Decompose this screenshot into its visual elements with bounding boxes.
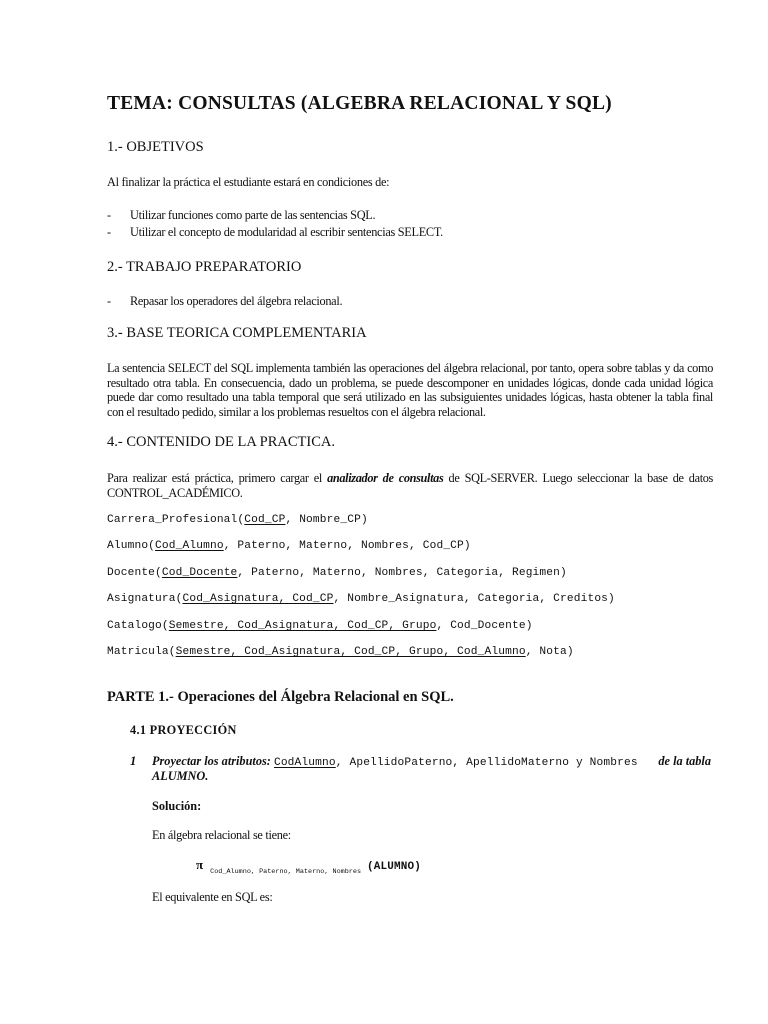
algebra-intro: En álgebra relacional se tiene: [152, 828, 291, 842]
schema-line: Matricula(Semestre, Cod_Asignatura, Cod_CP, Grupo, Cod_Alumno, Nota) [107, 646, 574, 658]
schema-line: Alumno(Cod_Alumno, Paterno, Materno, Nombres, Cod_CP) [107, 540, 471, 552]
solucion-label: Solución: [152, 799, 202, 813]
section-heading-base-teorica: 3.- BASE TEORICA COMPLEMENTARIA [107, 325, 367, 341]
section-heading-trabajo: 2.- TRABAJO PREPARATORIO [107, 259, 302, 275]
list-item: Utilizar el concepto de modularidad al escribir sentencias SELECT. [130, 225, 443, 239]
item-number: 1 [130, 754, 137, 768]
projection-relation: (ALUMNO) [367, 861, 422, 873]
projection-expression [196, 856, 421, 874]
section-heading-objetivos: 1.- OBJETIVOS [107, 139, 204, 155]
bullet-dash: - [107, 208, 112, 222]
page-title: TEMA: CONSULTAS (ALGEBRA RELACIONAL Y SQL) [107, 93, 612, 114]
schema-line: Catalogo(Semestre, Cod_Asignatura, Cod_CP, Grupo, Cod_Docente) [107, 620, 533, 632]
list-item: Repasar los operadores del álgebra relacional. [130, 294, 343, 308]
schema-line: Carrera_Profesional(Cod_CP, Nombre_CP) [107, 514, 368, 526]
base-teorica-paragraph: La sentencia SELECT del SQL implementa también las operaciones del álgebra relacional, por tanto, opera sobre tablas y da como resultado otra tabla. En consecuencia, dado un problema, se puede descomponer en unidades lógicas, donde cada unidad lógica puede dar como resultado una tabla temporal que será utilizado en las subsiguientes unidades lógicas, hasta obtener la tabla final con el resultado pedido, similar a los problemas resueltos con el álgebra relacional. [107, 361, 713, 419]
section-heading-contenido: 4.- CONTENIDO DE LA PRACTICA. [107, 434, 335, 450]
item-1-line1: Proyectar los atributos: CodAlumno, ApellidoPaterno, ApellidoMaterno y Nombres de la tabla [152, 754, 711, 769]
item-1-line2: ALUMNO. [152, 769, 209, 783]
bullet-dash: - [107, 225, 112, 239]
parte1-heading: PARTE 1.- Operaciones del Álgebra Relacional en SQL. [107, 689, 454, 705]
bullet-dash: - [107, 294, 112, 308]
contenido-paragraph: Para realizar está práctica, primero cargar el analizador de consultas de SQL-SERVER. Luego seleccionar la base de datos CONTROL_ACADÉMICO. [107, 471, 713, 500]
pi-symbol: π [196, 857, 204, 872]
sql-equivalent-intro: El equivalente en SQL es: [152, 890, 273, 904]
objetivos-intro: Al finalizar la práctica el estudiante estará en condiciones de: [107, 175, 390, 189]
schema-line: Docente(Cod_Docente, Paterno, Materno, Nombres, Categoria, Regimen) [107, 567, 567, 579]
list-item: Utilizar funciones como parte de las sentencias SQL. [130, 208, 376, 222]
schema-line: Asignatura(Cod_Asignatura, Cod_CP, Nombre_Asignatura, Categoria, Creditos) [107, 593, 615, 605]
projection-attributes: Cod_Alumno, Paterno, Materno, Nombres [210, 868, 362, 876]
proyeccion-subheading: 4.1 PROYECCIÓN [130, 723, 237, 737]
